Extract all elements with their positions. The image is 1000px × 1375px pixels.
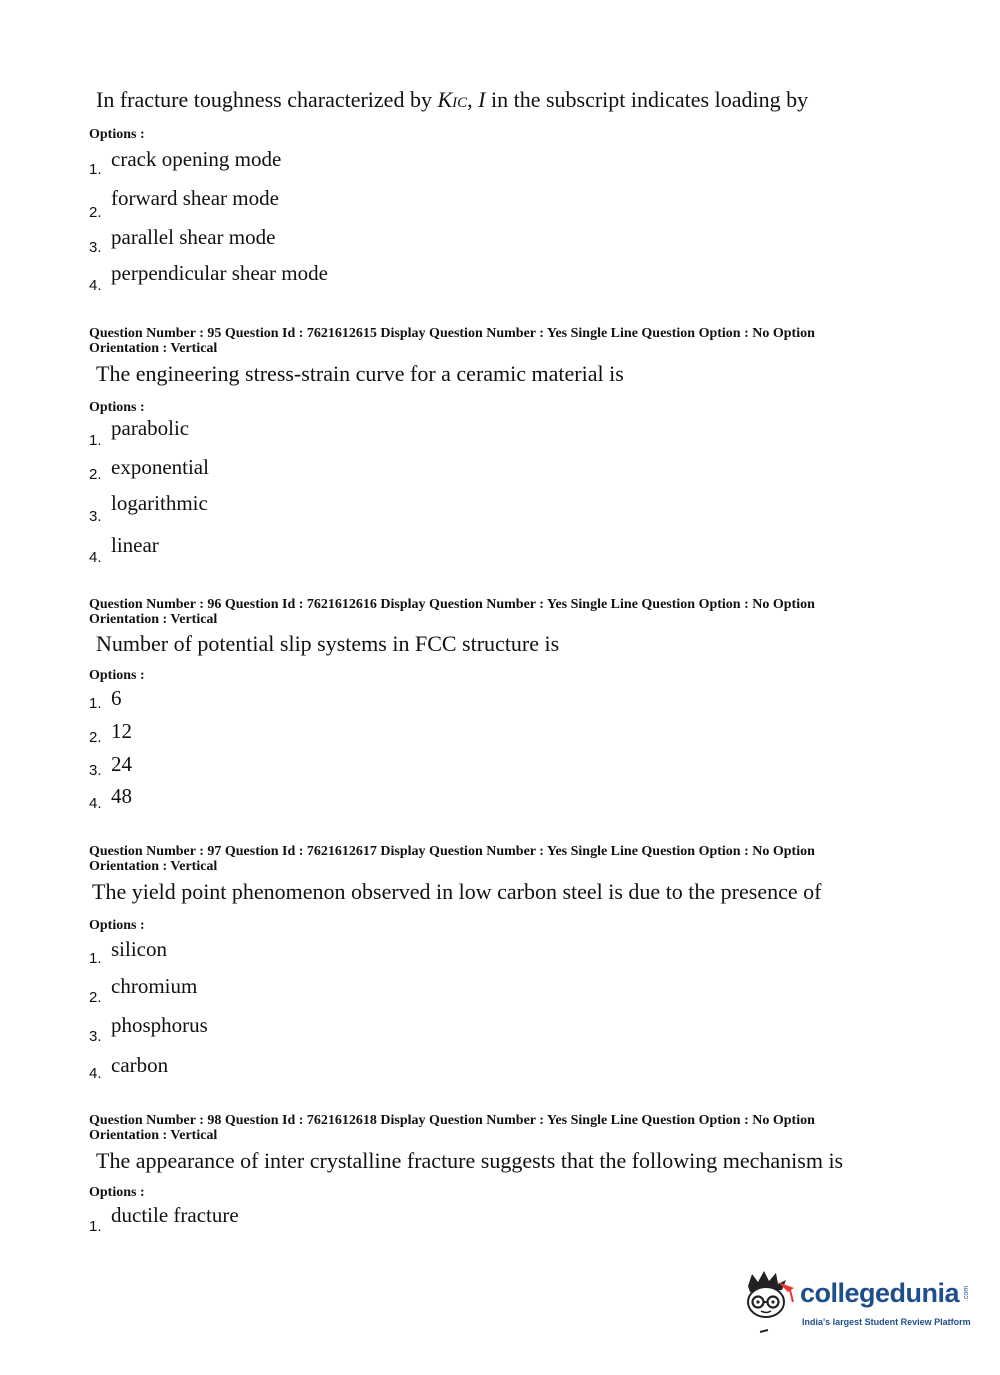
option-text: linear xyxy=(111,533,159,557)
question-meta-line: Orientation : Vertical xyxy=(89,341,218,356)
option-text: 12 xyxy=(111,719,132,743)
option-number: 4. xyxy=(89,277,102,294)
option-number: 2. xyxy=(89,466,102,483)
question-meta-line: Question Number : 98 Question Id : 7621612618 Display Question Number : Yes Single Line Question Option : No Option xyxy=(89,1113,815,1128)
option-text: exponential xyxy=(111,455,209,479)
options-label: Options : xyxy=(89,1185,145,1200)
question-97-text: The yield point phenomenon observed in low carbon steel is due to the presence of xyxy=(92,879,822,904)
question-97-meta xyxy=(89,844,815,874)
option-number: 3. xyxy=(89,239,102,256)
option-text: silicon xyxy=(111,937,167,961)
option-text: 6 xyxy=(111,686,122,710)
question-meta-line: Orientation : Vertical xyxy=(89,859,218,874)
option-number: 3. xyxy=(89,1028,102,1045)
question-meta-line: Orientation : Vertical xyxy=(89,612,218,627)
option-number: 2. xyxy=(89,729,102,746)
brand-tagline: India's largest Student Review Platform xyxy=(802,1317,971,1327)
question-94-text: In fracture toughness characterized by KIC, I in the subscript indicates loading by xyxy=(96,87,809,112)
options-label: Options : xyxy=(89,400,145,415)
collegedunia-logo[interactable] xyxy=(738,1268,973,1340)
option-text: logarithmic xyxy=(111,491,208,515)
option-text: chromium xyxy=(111,974,198,998)
option-number: 1. xyxy=(89,950,102,967)
option-text: 48 xyxy=(111,784,132,808)
option-text: carbon xyxy=(111,1053,169,1077)
mascot-icon xyxy=(738,1268,800,1340)
option-number: 3. xyxy=(89,508,102,525)
option-text: phosphorus xyxy=(111,1013,208,1037)
question-meta-line: Orientation : Vertical xyxy=(89,1128,218,1143)
question-95-meta xyxy=(89,326,815,356)
question-meta-line: Question Number : 97 Question Id : 7621612617 Display Question Number : Yes Single Line Question Option : No Option xyxy=(89,844,815,859)
question-94-text-part: In fracture toughness characterized by xyxy=(96,87,438,112)
i-symbol: I xyxy=(478,87,486,112)
k-ic-symbol: KIC xyxy=(437,87,468,112)
option-text: 24 xyxy=(111,752,132,776)
option-number: 1. xyxy=(89,161,102,178)
option-number: 2. xyxy=(89,989,102,1006)
option-number: 4. xyxy=(89,795,102,812)
option-number: 1. xyxy=(89,432,102,449)
question-96-text: Number of potential slip systems in FCC structure is xyxy=(96,631,560,656)
brand-domain: .com xyxy=(963,1285,971,1302)
option-number: 2. xyxy=(89,204,102,221)
option-number: 3. xyxy=(89,762,102,779)
question-98-text: The appearance of inter crystalline fracture suggests that the following mechanism is xyxy=(96,1148,844,1173)
question-meta-line: Question Number : 96 Question Id : 7621612616 Display Question Number : Yes Single Line Question Option : No Option xyxy=(89,597,815,612)
option-text: parabolic xyxy=(111,416,190,440)
option-text: perpendicular shear mode xyxy=(111,261,328,285)
options-label: Options : xyxy=(89,668,145,683)
option-number: 4. xyxy=(89,1065,102,1082)
options-label: Options : xyxy=(89,127,145,142)
option-number: 1. xyxy=(89,695,102,712)
question-98-meta xyxy=(89,1113,815,1143)
option-number: 1. xyxy=(89,1218,102,1235)
question-95-text: The engineering stress-strain curve for a ceramic material is xyxy=(96,361,624,386)
option-text: forward shear mode xyxy=(111,186,279,210)
option-text: crack opening mode xyxy=(111,147,282,171)
question-96-meta xyxy=(89,597,815,627)
question-meta-line: Question Number : 95 Question Id : 7621612615 Display Question Number : Yes Single Line Question Option : No Option xyxy=(89,326,815,341)
option-text: parallel shear mode xyxy=(111,225,276,249)
option-number: 4. xyxy=(89,549,102,566)
brand-name: collegedunia xyxy=(800,1278,960,1308)
option-text: ductile fracture xyxy=(111,1203,239,1227)
options-label: Options : xyxy=(89,918,145,933)
